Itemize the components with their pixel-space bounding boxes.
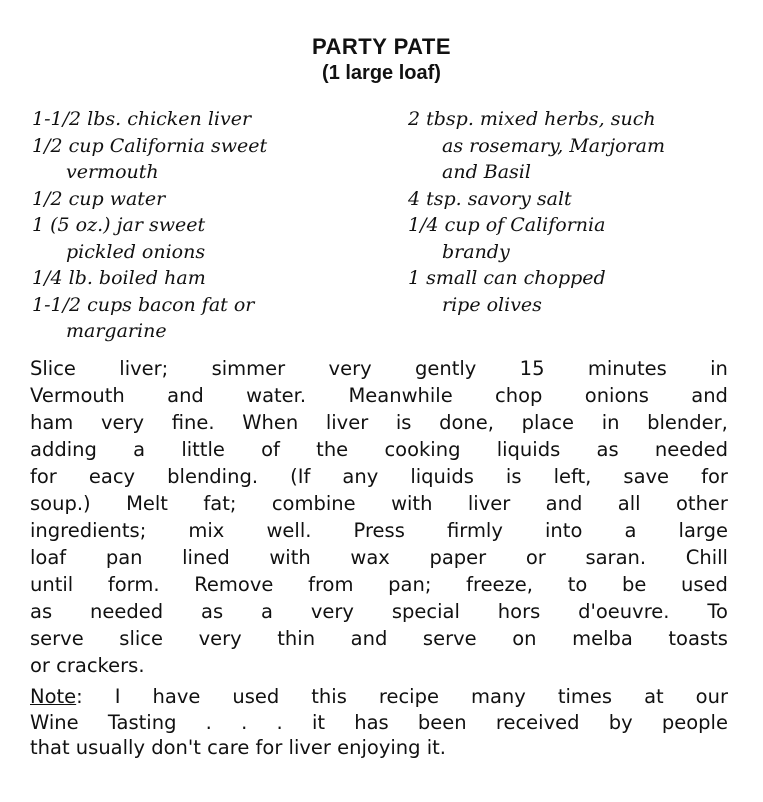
word: special bbox=[391, 600, 460, 623]
ingredient-continued: margarine bbox=[66, 320, 167, 342]
word: the bbox=[316, 438, 349, 461]
note-text: : I have used this recipe many times at our bbox=[76, 685, 728, 708]
word: in bbox=[710, 357, 728, 380]
word: other bbox=[676, 492, 728, 515]
word: well. bbox=[266, 519, 312, 542]
word: combine bbox=[271, 492, 356, 515]
ingredient-continued: and Basil bbox=[442, 161, 531, 183]
word: from bbox=[308, 573, 354, 596]
word: d'oeuvre. bbox=[578, 600, 670, 623]
word: be bbox=[621, 573, 647, 596]
ingredient-continued: as rosemary, Marjoram bbox=[442, 134, 665, 157]
word: little bbox=[181, 438, 225, 461]
word: lined bbox=[182, 546, 230, 569]
word: serve bbox=[30, 627, 84, 650]
ingredient: 1 (5 oz.) jar sweet bbox=[32, 214, 206, 236]
ingredient: 1/2 cup California sweet bbox=[32, 134, 268, 157]
note-line bbox=[30, 710, 728, 736]
ingredient-continued: vermouth bbox=[66, 161, 159, 183]
word: very bbox=[198, 627, 242, 650]
word: a bbox=[624, 519, 637, 542]
note-line bbox=[30, 684, 728, 710]
directions-line bbox=[30, 517, 728, 544]
word: cooking bbox=[384, 438, 461, 461]
ingredient: 1/4 lb. boiled ham bbox=[32, 267, 206, 289]
word: form. bbox=[107, 573, 160, 596]
word: a bbox=[261, 600, 273, 623]
ingredient: 1/4 cup of California bbox=[408, 214, 606, 236]
word: adding bbox=[30, 438, 97, 461]
word: needed bbox=[90, 600, 164, 623]
word: needed bbox=[654, 438, 728, 461]
word: Vermouth bbox=[30, 384, 125, 407]
ingredient: 1-1/2 cups bacon fat or bbox=[32, 293, 255, 316]
word: as bbox=[30, 600, 53, 623]
word: very bbox=[310, 600, 354, 623]
word: onions bbox=[584, 384, 649, 407]
word: it bbox=[311, 710, 326, 734]
word: simmer bbox=[211, 357, 286, 380]
word: freeze, bbox=[466, 573, 533, 596]
word: as bbox=[596, 438, 619, 461]
directions-line bbox=[30, 490, 728, 517]
word: liver; bbox=[119, 357, 169, 380]
word: received bbox=[495, 710, 580, 734]
word: and bbox=[167, 384, 204, 407]
word: of bbox=[261, 438, 280, 461]
directions bbox=[30, 355, 728, 679]
ingredient-continued: ripe olives bbox=[442, 293, 542, 316]
word: mix bbox=[188, 519, 225, 542]
word: a bbox=[133, 438, 146, 461]
word: Slice bbox=[30, 357, 76, 380]
word: been bbox=[417, 710, 467, 734]
note-line: that usually don't care for liver enjoying it. bbox=[30, 736, 446, 759]
word: . bbox=[241, 710, 248, 734]
note bbox=[30, 684, 728, 761]
directions-line bbox=[30, 382, 728, 409]
word: soup.) bbox=[30, 492, 91, 515]
recipe-title: PARTY PATE bbox=[311, 34, 452, 59]
word: toasts bbox=[668, 627, 728, 650]
word: ham bbox=[30, 411, 74, 434]
word: pan bbox=[105, 546, 143, 569]
word: To bbox=[707, 600, 728, 623]
word: and bbox=[691, 384, 728, 407]
word: used bbox=[681, 573, 728, 596]
word: slice bbox=[119, 627, 164, 650]
word: blender, bbox=[647, 411, 728, 434]
word: Meanwhile bbox=[348, 384, 453, 407]
word: Wine bbox=[30, 710, 79, 734]
ingredient: 1/2 cup water bbox=[32, 187, 166, 210]
word: Melt bbox=[126, 492, 168, 515]
word: very bbox=[328, 357, 372, 380]
word: is bbox=[395, 411, 412, 434]
word: minutes bbox=[587, 357, 667, 380]
word: place bbox=[521, 411, 575, 434]
word: and bbox=[545, 492, 583, 515]
ingredients-left-column bbox=[32, 106, 267, 345]
directions-line bbox=[30, 625, 728, 652]
word: thin bbox=[277, 627, 316, 650]
word: left, bbox=[553, 465, 592, 488]
recipe-yield: (1 large loaf) bbox=[322, 62, 441, 84]
word: liquids bbox=[410, 465, 474, 488]
word: or bbox=[525, 546, 546, 569]
word: liver bbox=[467, 492, 511, 515]
word: ingredients; bbox=[30, 519, 147, 542]
ingredient: 1-1/2 lbs. chicken liver bbox=[32, 108, 252, 130]
word: firmly bbox=[446, 519, 503, 542]
word: in bbox=[601, 411, 620, 434]
word: fine. bbox=[171, 411, 215, 434]
word: any bbox=[342, 465, 379, 488]
directions-line bbox=[30, 598, 728, 625]
word: Chill bbox=[685, 546, 728, 569]
word: Press bbox=[353, 519, 405, 542]
word: by bbox=[608, 710, 633, 734]
word: save bbox=[623, 465, 670, 488]
word: for bbox=[30, 465, 57, 488]
word: into bbox=[545, 519, 583, 542]
directions-line bbox=[30, 355, 728, 382]
word: loaf bbox=[30, 546, 67, 569]
word: . bbox=[205, 710, 212, 734]
word: water. bbox=[246, 384, 307, 407]
directions-line: or crackers. bbox=[30, 654, 145, 677]
word: When bbox=[242, 411, 299, 434]
word: hors bbox=[497, 600, 541, 623]
word: until bbox=[30, 573, 74, 596]
word: very bbox=[100, 411, 145, 434]
note-label: Note bbox=[30, 685, 77, 708]
word: blending. bbox=[167, 465, 259, 488]
directions-line bbox=[30, 409, 728, 436]
word: has bbox=[354, 710, 389, 734]
word: serve bbox=[422, 627, 477, 650]
ingredient: 2 tbsp. mixed herbs, such bbox=[408, 108, 656, 130]
word: paper bbox=[429, 546, 487, 569]
word: with bbox=[269, 546, 311, 569]
word: all bbox=[617, 492, 641, 515]
word: is bbox=[505, 465, 522, 488]
word: 15 bbox=[519, 357, 545, 380]
word: for bbox=[701, 465, 728, 488]
ingredient: 1 small can chopped bbox=[408, 267, 606, 289]
word: Tasting bbox=[107, 710, 177, 734]
directions-line bbox=[30, 436, 728, 463]
word: as bbox=[201, 600, 224, 623]
ingredient: 4 tsp. savory salt bbox=[408, 187, 572, 210]
word: (If bbox=[290, 465, 311, 488]
word: gently bbox=[414, 357, 477, 380]
word: with bbox=[391, 492, 433, 515]
word: wax bbox=[350, 546, 390, 569]
word: people bbox=[661, 710, 728, 734]
word: done, bbox=[439, 411, 494, 434]
word: large bbox=[678, 519, 728, 542]
ingredients-right-column bbox=[408, 106, 665, 318]
ingredient-continued: brandy bbox=[442, 240, 510, 263]
ingredient-continued: pickled onions bbox=[66, 240, 206, 263]
directions-line bbox=[30, 571, 728, 598]
word: to bbox=[567, 573, 588, 596]
word: . bbox=[276, 710, 283, 734]
word: eacy bbox=[88, 465, 136, 488]
word: liver bbox=[325, 411, 369, 434]
word: liquids bbox=[496, 438, 561, 461]
word: saran. bbox=[585, 546, 647, 569]
directions-line bbox=[30, 463, 728, 490]
word: chop bbox=[495, 384, 543, 407]
word: melba bbox=[572, 627, 633, 650]
word: and bbox=[350, 627, 388, 650]
directions-line bbox=[30, 544, 728, 571]
word: fat; bbox=[203, 492, 237, 515]
word: on bbox=[512, 627, 537, 650]
word: Remove bbox=[194, 573, 274, 596]
word: pan; bbox=[388, 573, 432, 596]
